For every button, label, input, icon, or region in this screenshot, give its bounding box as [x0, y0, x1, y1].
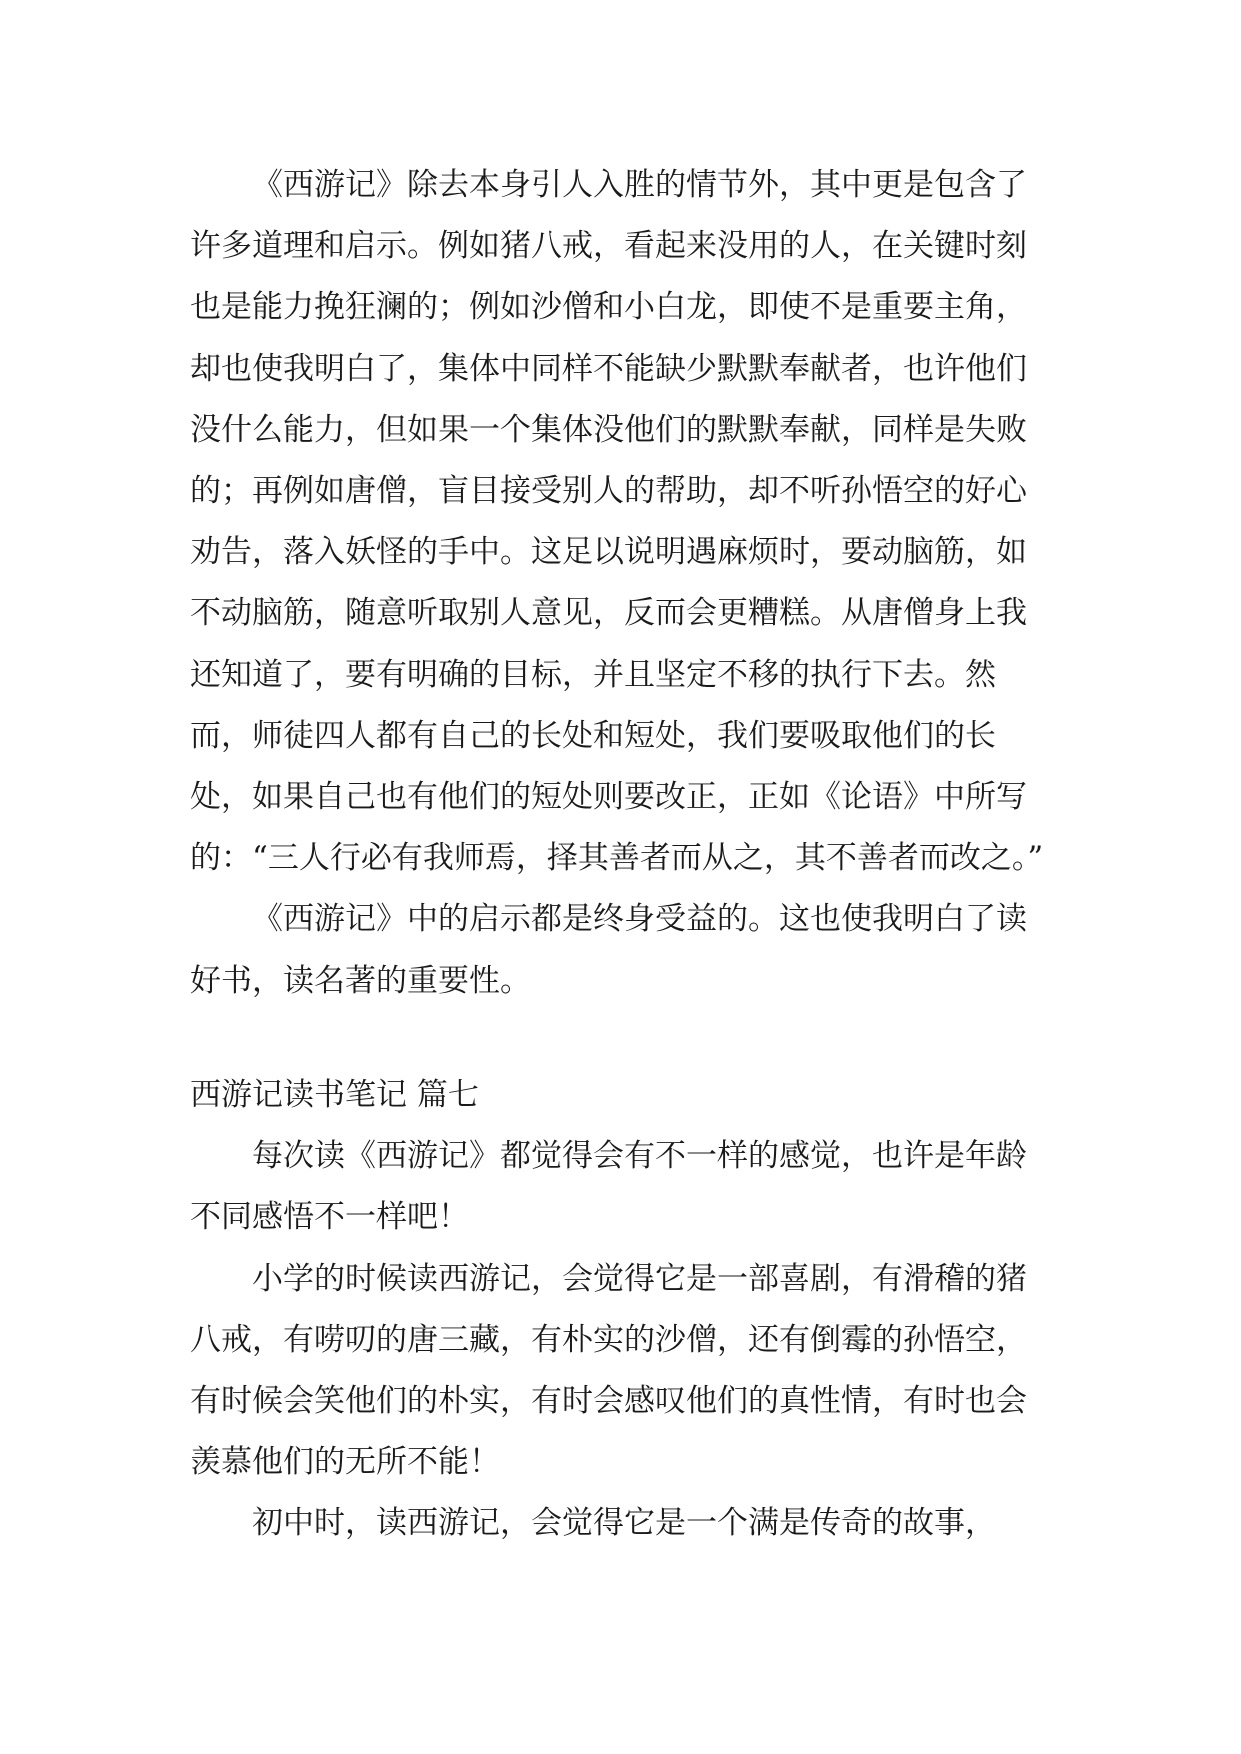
text-block-top — [190, 155, 1052, 1012]
paragraph-intro: 每次读《西游记》都觉得会有不一样的感觉，也许是年龄不同感悟不一样吧！ — [190, 1138, 1027, 1236]
paragraph-primary-school: 小学的时候读西游记，会觉得它是一部喜剧，有滑稽的猪八戒，有唠叨的唐三藏，有朴实的沙僧，还有倒霉的孙悟空，有时候会笑他们的朴实，有时会感叹他们的真性情，有时也会羡慕他们的无所不能！ — [190, 1260, 1027, 1481]
paragraph-conclusion: 《西游记》中的启示都是终身受益的。这也使我明白了读好书，读名著的重要性。 — [190, 901, 1027, 999]
section-heading: 西游记读书笔记 篇七 — [190, 1077, 479, 1113]
text-block-section-seven — [190, 1065, 1052, 1555]
paragraph-middle-school: 初中时，读西游记，会觉得它是一个满是传奇的故事， — [252, 1505, 996, 1542]
paragraph-lessons: 《西游记》除去本身引人入胜的情节外，其中更是包含了许多道理和启示。例如猪八戒，看起来没用的人，在关键时刻也是能力挽狂澜的；例如沙僧和小白龙，即使不是重要主角，却也使我明白了，集体中同样不能缺少默默奉献者，也许他们没什么能力，但如果一个集体没他们的默默奉献，同样是失败的；再例如唐僧，盲目接受别人的帮助，却不听孙悟空的好心劝告，落入妖怪的手中。这足以说明遇麻烦时，要动脑筋，如不动脑筋，随意听取别人意见，反而会更糟糕。从唐僧身上我还知道了，要有明确的目标，并且坚定不移的执行下去。然而，师徒四人都有自己的长处和短处，我们要吸取他们的长处，如果自己也有他们的短处则要改正，正如《论语》中所写的：“三人行必有我师焉，择其善者而从之，其不善者而改之。” — [190, 167, 1044, 877]
